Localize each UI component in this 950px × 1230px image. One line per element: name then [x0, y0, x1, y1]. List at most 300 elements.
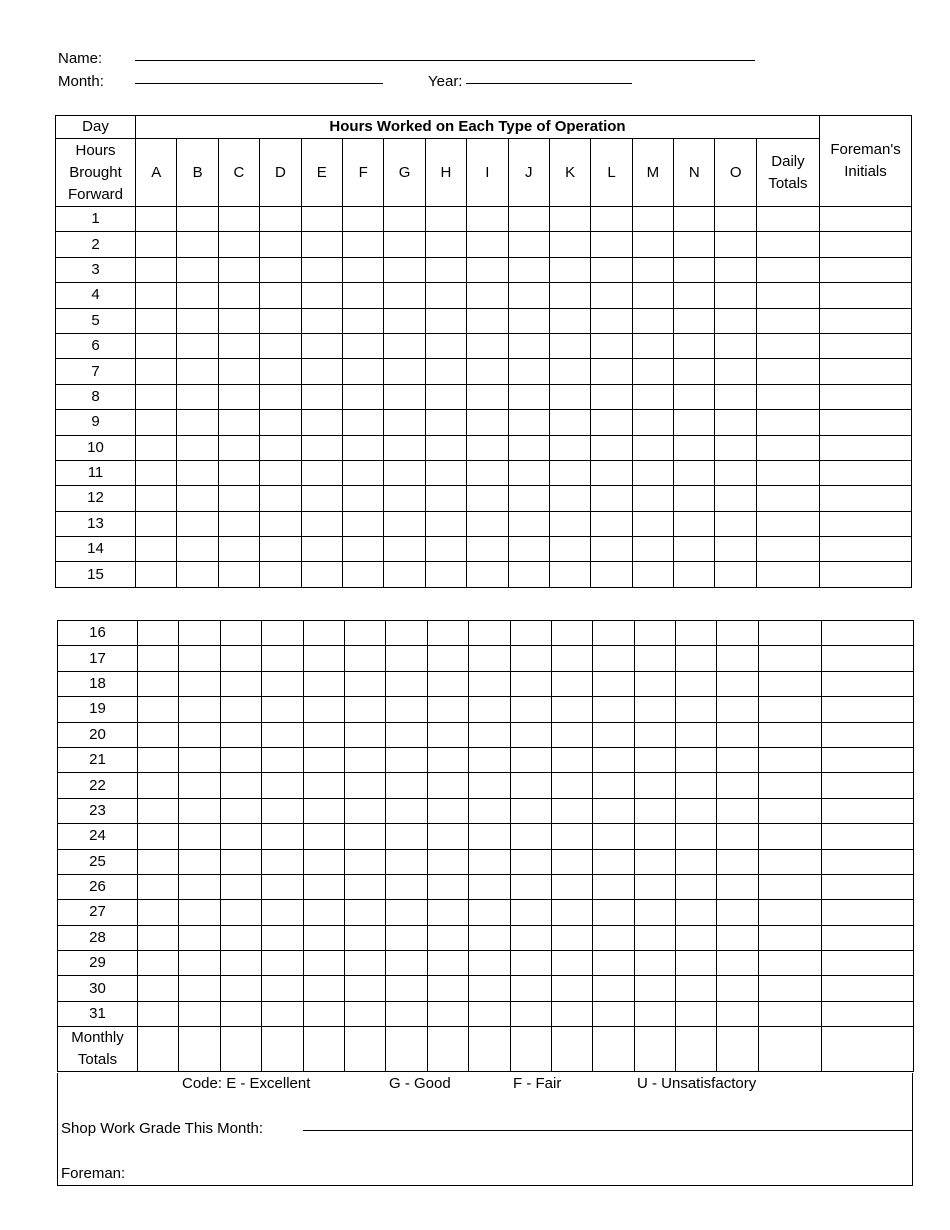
entry-cell[interactable]: [591, 460, 632, 485]
entry-cell[interactable]: [717, 849, 758, 874]
entry-cell[interactable]: [756, 460, 819, 485]
entry-cell[interactable]: [469, 671, 510, 696]
entry-cell[interactable]: [342, 537, 383, 562]
entry-cell[interactable]: [715, 384, 756, 409]
entry-cell[interactable]: [467, 486, 508, 511]
entry-cell[interactable]: [342, 257, 383, 282]
entry-cell[interactable]: [136, 460, 177, 485]
entry-cell[interactable]: [220, 900, 261, 925]
entry-cell[interactable]: [342, 562, 383, 587]
entry-cell[interactable]: [510, 697, 551, 722]
entry-cell[interactable]: [138, 1027, 179, 1072]
entry-cell[interactable]: [674, 384, 715, 409]
entry-cell[interactable]: [386, 697, 427, 722]
entry-cell[interactable]: [510, 798, 551, 823]
entry-cell[interactable]: [136, 207, 177, 232]
entry-cell[interactable]: [177, 283, 218, 308]
entry-cell[interactable]: [301, 486, 342, 511]
shop-work-grade-field[interactable]: [303, 1130, 912, 1131]
entry-cell[interactable]: [179, 646, 220, 671]
entry-cell[interactable]: [260, 232, 301, 257]
entry-cell[interactable]: [593, 849, 634, 874]
entry-cell[interactable]: [344, 925, 385, 950]
entry-cell[interactable]: [384, 486, 425, 511]
entry-cell[interactable]: [425, 283, 466, 308]
entry-cell[interactable]: [632, 384, 673, 409]
entry-cell[interactable]: [549, 562, 590, 587]
entry-cell[interactable]: [634, 646, 675, 671]
entry-cell[interactable]: [820, 283, 912, 308]
entry-cell[interactable]: [262, 951, 303, 976]
entry-cell[interactable]: [508, 511, 549, 536]
entry-cell[interactable]: [469, 697, 510, 722]
entry-cell[interactable]: [632, 257, 673, 282]
entry-cell[interactable]: [138, 773, 179, 798]
entry-cell[interactable]: [467, 384, 508, 409]
entry-cell[interactable]: [593, 1001, 634, 1026]
entry-cell[interactable]: [179, 722, 220, 747]
entry-cell[interactable]: [384, 460, 425, 485]
entry-cell[interactable]: [549, 460, 590, 485]
entry-cell[interactable]: [425, 511, 466, 536]
entry-cell[interactable]: [386, 671, 427, 696]
entry-cell[interactable]: [510, 925, 551, 950]
entry-cell[interactable]: [549, 537, 590, 562]
entry-cell[interactable]: [821, 773, 913, 798]
entry-cell[interactable]: [756, 308, 819, 333]
entry-cell[interactable]: [262, 1027, 303, 1072]
entry-cell[interactable]: [591, 562, 632, 587]
entry-cell[interactable]: [756, 333, 819, 358]
entry-cell[interactable]: [303, 1001, 344, 1026]
entry-cell[interactable]: [425, 308, 466, 333]
entry-cell[interactable]: [179, 824, 220, 849]
year-field[interactable]: [466, 83, 632, 84]
entry-cell[interactable]: [386, 1001, 427, 1026]
entry-cell[interactable]: [591, 207, 632, 232]
entry-cell[interactable]: [510, 773, 551, 798]
entry-cell[interactable]: [427, 951, 468, 976]
entry-cell[interactable]: [427, 773, 468, 798]
entry-cell[interactable]: [301, 333, 342, 358]
entry-cell[interactable]: [674, 333, 715, 358]
entry-cell[interactable]: [634, 671, 675, 696]
entry-cell[interactable]: [136, 384, 177, 409]
entry-cell[interactable]: [549, 207, 590, 232]
entry-cell[interactable]: [510, 900, 551, 925]
entry-cell[interactable]: [469, 722, 510, 747]
entry-cell[interactable]: [820, 333, 912, 358]
entry-cell[interactable]: [469, 747, 510, 772]
entry-cell[interactable]: [591, 308, 632, 333]
entry-cell[interactable]: [303, 900, 344, 925]
entry-cell[interactable]: [510, 722, 551, 747]
entry-cell[interactable]: [676, 671, 717, 696]
entry-cell[interactable]: [467, 435, 508, 460]
entry-cell[interactable]: [220, 874, 261, 899]
entry-cell[interactable]: [179, 900, 220, 925]
entry-cell[interactable]: [674, 410, 715, 435]
entry-cell[interactable]: [593, 874, 634, 899]
entry-cell[interactable]: [469, 951, 510, 976]
entry-cell[interactable]: [262, 646, 303, 671]
entry-cell[interactable]: [301, 232, 342, 257]
entry-cell[interactable]: [676, 697, 717, 722]
entry-cell[interactable]: [821, 621, 913, 646]
entry-cell[interactable]: [344, 874, 385, 899]
entry-cell[interactable]: [344, 976, 385, 1001]
entry-cell[interactable]: [549, 435, 590, 460]
entry-cell[interactable]: [510, 646, 551, 671]
entry-cell[interactable]: [758, 849, 821, 874]
entry-cell[interactable]: [138, 925, 179, 950]
entry-cell[interactable]: [425, 333, 466, 358]
entry-cell[interactable]: [177, 308, 218, 333]
entry-cell[interactable]: [136, 562, 177, 587]
entry-cell[interactable]: [301, 537, 342, 562]
entry-cell[interactable]: [674, 511, 715, 536]
entry-cell[interactable]: [467, 207, 508, 232]
entry-cell[interactable]: [386, 773, 427, 798]
entry-cell[interactable]: [179, 671, 220, 696]
entry-cell[interactable]: [758, 747, 821, 772]
entry-cell[interactable]: [508, 562, 549, 587]
entry-cell[interactable]: [591, 384, 632, 409]
entry-cell[interactable]: [593, 722, 634, 747]
entry-cell[interactable]: [386, 849, 427, 874]
entry-cell[interactable]: [593, 976, 634, 1001]
entry-cell[interactable]: [220, 824, 261, 849]
entry-cell[interactable]: [821, 646, 913, 671]
entry-cell[interactable]: [510, 874, 551, 899]
entry-cell[interactable]: [218, 384, 259, 409]
entry-cell[interactable]: [820, 410, 912, 435]
entry-cell[interactable]: [758, 976, 821, 1001]
entry-cell[interactable]: [508, 460, 549, 485]
entry-cell[interactable]: [425, 410, 466, 435]
entry-cell[interactable]: [218, 207, 259, 232]
entry-cell[interactable]: [510, 671, 551, 696]
entry-cell[interactable]: [715, 410, 756, 435]
entry-cell[interactable]: [676, 824, 717, 849]
entry-cell[interactable]: [384, 511, 425, 536]
entry-cell[interactable]: [758, 900, 821, 925]
entry-cell[interactable]: [179, 621, 220, 646]
entry-cell[interactable]: [551, 697, 592, 722]
entry-cell[interactable]: [469, 849, 510, 874]
entry-cell[interactable]: [138, 849, 179, 874]
entry-cell[interactable]: [384, 257, 425, 282]
entry-cell[interactable]: [260, 511, 301, 536]
entry-cell[interactable]: [634, 824, 675, 849]
entry-cell[interactable]: [551, 849, 592, 874]
entry-cell[interactable]: [756, 283, 819, 308]
entry-cell[interactable]: [467, 460, 508, 485]
entry-cell[interactable]: [715, 333, 756, 358]
entry-cell[interactable]: [820, 537, 912, 562]
entry-cell[interactable]: [591, 511, 632, 536]
entry-cell[interactable]: [674, 359, 715, 384]
entry-cell[interactable]: [136, 537, 177, 562]
entry-cell[interactable]: [344, 621, 385, 646]
entry-cell[interactable]: [179, 747, 220, 772]
entry-cell[interactable]: [386, 925, 427, 950]
entry-cell[interactable]: [715, 207, 756, 232]
entry-cell[interactable]: [674, 232, 715, 257]
entry-cell[interactable]: [301, 384, 342, 409]
entry-cell[interactable]: [715, 283, 756, 308]
entry-cell[interactable]: [717, 925, 758, 950]
entry-cell[interactable]: [591, 283, 632, 308]
entry-cell[interactable]: [549, 410, 590, 435]
entry-cell[interactable]: [632, 207, 673, 232]
entry-cell[interactable]: [469, 925, 510, 950]
entry-cell[interactable]: [676, 1027, 717, 1072]
entry-cell[interactable]: [177, 435, 218, 460]
entry-cell[interactable]: [821, 747, 913, 772]
entry-cell[interactable]: [303, 697, 344, 722]
entry-cell[interactable]: [821, 798, 913, 823]
entry-cell[interactable]: [427, 747, 468, 772]
entry-cell[interactable]: [820, 257, 912, 282]
entry-cell[interactable]: [715, 562, 756, 587]
entry-cell[interactable]: [427, 1001, 468, 1026]
entry-cell[interactable]: [551, 925, 592, 950]
entry-cell[interactable]: [303, 976, 344, 1001]
entry-cell[interactable]: [676, 849, 717, 874]
entry-cell[interactable]: [593, 646, 634, 671]
entry-cell[interactable]: [384, 435, 425, 460]
entry-cell[interactable]: [262, 621, 303, 646]
entry-cell[interactable]: [260, 486, 301, 511]
entry-cell[interactable]: [469, 646, 510, 671]
entry-cell[interactable]: [303, 621, 344, 646]
entry-cell[interactable]: [179, 1001, 220, 1026]
entry-cell[interactable]: [591, 333, 632, 358]
entry-cell[interactable]: [386, 722, 427, 747]
entry-cell[interactable]: [303, 646, 344, 671]
entry-cell[interactable]: [218, 283, 259, 308]
entry-cell[interactable]: [715, 232, 756, 257]
entry-cell[interactable]: [756, 207, 819, 232]
entry-cell[interactable]: [674, 207, 715, 232]
entry-cell[interactable]: [717, 697, 758, 722]
entry-cell[interactable]: [469, 874, 510, 899]
entry-cell[interactable]: [303, 1027, 344, 1072]
entry-cell[interactable]: [138, 900, 179, 925]
entry-cell[interactable]: [344, 798, 385, 823]
entry-cell[interactable]: [384, 232, 425, 257]
entry-cell[interactable]: [301, 207, 342, 232]
entry-cell[interactable]: [301, 257, 342, 282]
entry-cell[interactable]: [549, 283, 590, 308]
entry-cell[interactable]: [467, 333, 508, 358]
entry-cell[interactable]: [676, 747, 717, 772]
entry-cell[interactable]: [177, 384, 218, 409]
entry-cell[interactable]: [758, 1027, 821, 1072]
entry-cell[interactable]: [632, 537, 673, 562]
entry-cell[interactable]: [344, 747, 385, 772]
entry-cell[interactable]: [344, 849, 385, 874]
entry-cell[interactable]: [427, 925, 468, 950]
entry-cell[interactable]: [634, 722, 675, 747]
entry-cell[interactable]: [467, 359, 508, 384]
entry-cell[interactable]: [427, 976, 468, 1001]
entry-cell[interactable]: [634, 849, 675, 874]
entry-cell[interactable]: [220, 671, 261, 696]
entry-cell[interactable]: [467, 232, 508, 257]
entry-cell[interactable]: [551, 900, 592, 925]
entry-cell[interactable]: [758, 646, 821, 671]
entry-cell[interactable]: [508, 384, 549, 409]
entry-cell[interactable]: [756, 359, 819, 384]
entry-cell[interactable]: [551, 951, 592, 976]
entry-cell[interactable]: [303, 849, 344, 874]
entry-cell[interactable]: [591, 232, 632, 257]
entry-cell[interactable]: [634, 900, 675, 925]
entry-cell[interactable]: [758, 697, 821, 722]
entry-cell[interactable]: [138, 1001, 179, 1026]
entry-cell[interactable]: [632, 562, 673, 587]
entry-cell[interactable]: [425, 232, 466, 257]
entry-cell[interactable]: [758, 824, 821, 849]
entry-cell[interactable]: [342, 511, 383, 536]
entry-cell[interactable]: [427, 671, 468, 696]
entry-cell[interactable]: [549, 359, 590, 384]
entry-cell[interactable]: [177, 207, 218, 232]
entry-cell[interactable]: [218, 232, 259, 257]
entry-cell[interactable]: [386, 798, 427, 823]
entry-cell[interactable]: [301, 359, 342, 384]
entry-cell[interactable]: [384, 308, 425, 333]
entry-cell[interactable]: [676, 1001, 717, 1026]
entry-cell[interactable]: [821, 951, 913, 976]
entry-cell[interactable]: [220, 1001, 261, 1026]
entry-cell[interactable]: [820, 486, 912, 511]
entry-cell[interactable]: [342, 460, 383, 485]
entry-cell[interactable]: [758, 621, 821, 646]
entry-cell[interactable]: [384, 562, 425, 587]
entry-cell[interactable]: [508, 283, 549, 308]
entry-cell[interactable]: [717, 1001, 758, 1026]
entry-cell[interactable]: [260, 460, 301, 485]
entry-cell[interactable]: [303, 747, 344, 772]
entry-cell[interactable]: [674, 460, 715, 485]
entry-cell[interactable]: [220, 697, 261, 722]
entry-cell[interactable]: [820, 359, 912, 384]
entry-cell[interactable]: [220, 722, 261, 747]
entry-cell[interactable]: [469, 1027, 510, 1072]
entry-cell[interactable]: [218, 562, 259, 587]
entry-cell[interactable]: [260, 562, 301, 587]
name-field[interactable]: [135, 60, 755, 61]
entry-cell[interactable]: [820, 384, 912, 409]
entry-cell[interactable]: [821, 824, 913, 849]
entry-cell[interactable]: [551, 747, 592, 772]
entry-cell[interactable]: [386, 824, 427, 849]
entry-cell[interactable]: [632, 308, 673, 333]
entry-cell[interactable]: [549, 232, 590, 257]
entry-cell[interactable]: [634, 976, 675, 1001]
entry-cell[interactable]: [469, 773, 510, 798]
entry-cell[interactable]: [508, 308, 549, 333]
entry-cell[interactable]: [717, 773, 758, 798]
entry-cell[interactable]: [303, 773, 344, 798]
entry-cell[interactable]: [591, 537, 632, 562]
entry-cell[interactable]: [260, 359, 301, 384]
entry-cell[interactable]: [138, 798, 179, 823]
entry-cell[interactable]: [508, 410, 549, 435]
entry-cell[interactable]: [344, 900, 385, 925]
entry-cell[interactable]: [632, 511, 673, 536]
entry-cell[interactable]: [177, 562, 218, 587]
entry-cell[interactable]: [386, 951, 427, 976]
entry-cell[interactable]: [179, 849, 220, 874]
entry-cell[interactable]: [632, 232, 673, 257]
entry-cell[interactable]: [220, 773, 261, 798]
entry-cell[interactable]: [634, 773, 675, 798]
entry-cell[interactable]: [756, 562, 819, 587]
entry-cell[interactable]: [467, 562, 508, 587]
entry-cell[interactable]: [260, 333, 301, 358]
entry-cell[interactable]: [260, 537, 301, 562]
entry-cell[interactable]: [510, 1027, 551, 1072]
entry-cell[interactable]: [717, 951, 758, 976]
entry-cell[interactable]: [715, 257, 756, 282]
entry-cell[interactable]: [427, 1027, 468, 1072]
entry-cell[interactable]: [138, 671, 179, 696]
entry-cell[interactable]: [262, 849, 303, 874]
entry-cell[interactable]: [510, 849, 551, 874]
entry-cell[interactable]: [220, 621, 261, 646]
entry-cell[interactable]: [715, 359, 756, 384]
entry-cell[interactable]: [179, 773, 220, 798]
entry-cell[interactable]: [301, 460, 342, 485]
entry-cell[interactable]: [179, 976, 220, 1001]
entry-cell[interactable]: [632, 435, 673, 460]
entry-cell[interactable]: [717, 798, 758, 823]
entry-cell[interactable]: [593, 697, 634, 722]
entry-cell[interactable]: [262, 824, 303, 849]
entry-cell[interactable]: [427, 874, 468, 899]
entry-cell[interactable]: [220, 1027, 261, 1072]
entry-cell[interactable]: [676, 900, 717, 925]
entry-cell[interactable]: [510, 951, 551, 976]
entry-cell[interactable]: [717, 621, 758, 646]
entry-cell[interactable]: [510, 1001, 551, 1026]
entry-cell[interactable]: [758, 722, 821, 747]
entry-cell[interactable]: [508, 257, 549, 282]
entry-cell[interactable]: [260, 410, 301, 435]
entry-cell[interactable]: [469, 824, 510, 849]
entry-cell[interactable]: [138, 874, 179, 899]
entry-cell[interactable]: [303, 798, 344, 823]
entry-cell[interactable]: [820, 460, 912, 485]
entry-cell[interactable]: [303, 874, 344, 899]
entry-cell[interactable]: [425, 207, 466, 232]
entry-cell[interactable]: [674, 562, 715, 587]
entry-cell[interactable]: [551, 646, 592, 671]
entry-cell[interactable]: [593, 925, 634, 950]
entry-cell[interactable]: [218, 435, 259, 460]
entry-cell[interactable]: [593, 824, 634, 849]
entry-cell[interactable]: [342, 486, 383, 511]
entry-cell[interactable]: [220, 798, 261, 823]
entry-cell[interactable]: [508, 333, 549, 358]
entry-cell[interactable]: [220, 976, 261, 1001]
entry-cell[interactable]: [303, 925, 344, 950]
entry-cell[interactable]: [593, 1027, 634, 1072]
